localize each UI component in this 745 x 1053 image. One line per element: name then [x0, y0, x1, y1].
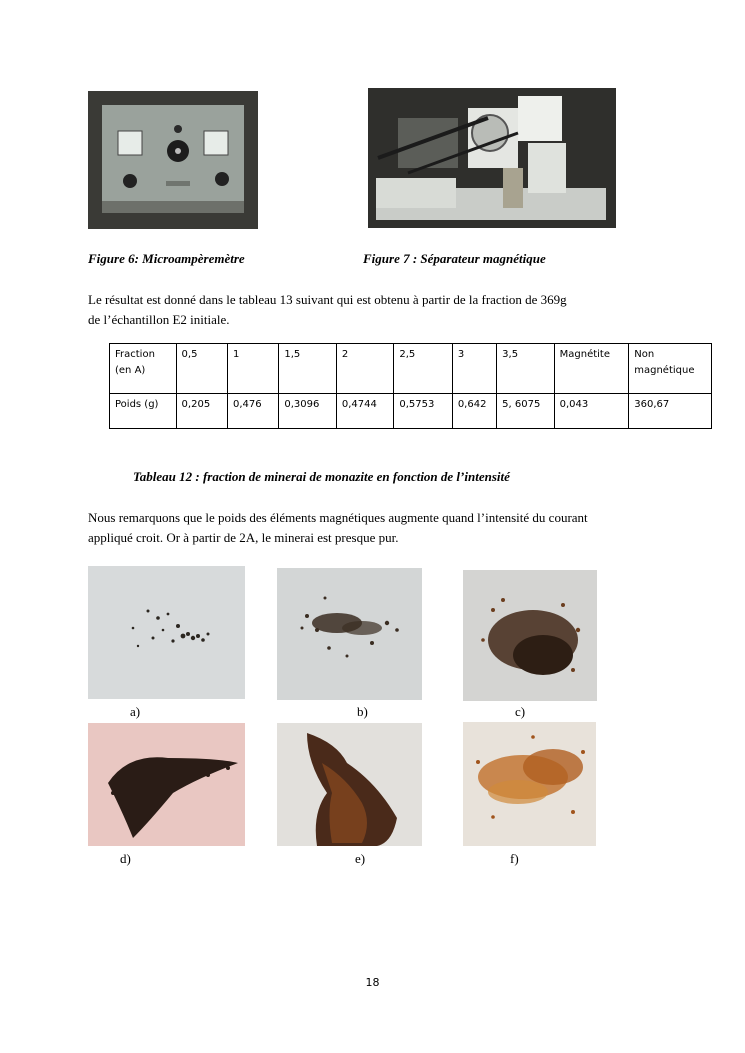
sample-c-photo — [463, 570, 597, 701]
table-cell: Poids (g) — [110, 394, 177, 429]
table-cell: Non magnétique — [629, 344, 712, 394]
table-cell: 1 — [227, 344, 278, 394]
sample-b-photo — [277, 568, 422, 700]
table-cell: Magnétite — [554, 344, 629, 394]
sample-label-c: c) — [515, 704, 526, 719]
table-cell: 0,205 — [176, 394, 227, 429]
intro-line-2: de l’échantillon E2 initiale. — [88, 312, 230, 327]
remark-line-2: appliqué croit. Or à partir de 2A, le minerai est presque pur. — [88, 530, 399, 545]
figure-7-caption: Figure 7 : Séparateur magnétique — [363, 251, 546, 266]
table-caption: Tableau 12 : fraction de minerai de monazite en fonction de l’intensité — [133, 469, 510, 484]
table-cell: 2 — [336, 344, 393, 394]
table-cell: 0,3096 — [279, 394, 336, 429]
sample-e-photo — [277, 723, 422, 846]
figure-6-caption: Figure 6: Microampèremètre — [88, 251, 245, 266]
sample-label-e: e) — [355, 851, 366, 866]
results-table — [109, 343, 712, 429]
sample-f-photo — [463, 722, 596, 846]
table-cell: 2,5 — [394, 344, 452, 394]
sample-d-photo — [88, 723, 245, 846]
table-cell: 5, 6075 — [497, 394, 554, 429]
intro-paragraph — [88, 290, 567, 330]
intro-line-1: Le résultat est donné dans le tableau 13 suivant qui est obtenu à partir de la fraction de 369g — [88, 292, 567, 307]
table-cell: 3,5 — [497, 344, 554, 394]
remark-line-1: Nous remarquons que le poids des éléments magnétiques augmente quand l’intensité du courant — [88, 510, 588, 525]
microammeter-photo — [88, 91, 258, 229]
magnetic-separator-photo — [368, 88, 616, 228]
table-cell: 0,642 — [452, 394, 496, 429]
sample-label-b: b) — [357, 704, 368, 719]
table-cell: 1,5 — [279, 344, 336, 394]
table-cell: Fraction (en A) — [110, 344, 177, 394]
table-cell: 0,4744 — [336, 394, 393, 429]
remark-paragraph — [88, 508, 588, 548]
sample-label-f: f) — [510, 851, 519, 866]
table-cell: 0,043 — [554, 394, 629, 429]
table-cell: 0,5753 — [394, 394, 452, 429]
sample-label-a: a) — [130, 704, 141, 719]
sample-a-photo — [88, 566, 245, 699]
table-cell: 0,5 — [176, 344, 227, 394]
table-cell: 3 — [452, 344, 496, 394]
table-row — [110, 344, 712, 394]
table-row — [110, 394, 712, 429]
table-cell: 0,476 — [227, 394, 278, 429]
page-number: 18 — [365, 976, 380, 989]
sample-label-d: d) — [120, 851, 131, 866]
table-cell: 360,67 — [629, 394, 712, 429]
